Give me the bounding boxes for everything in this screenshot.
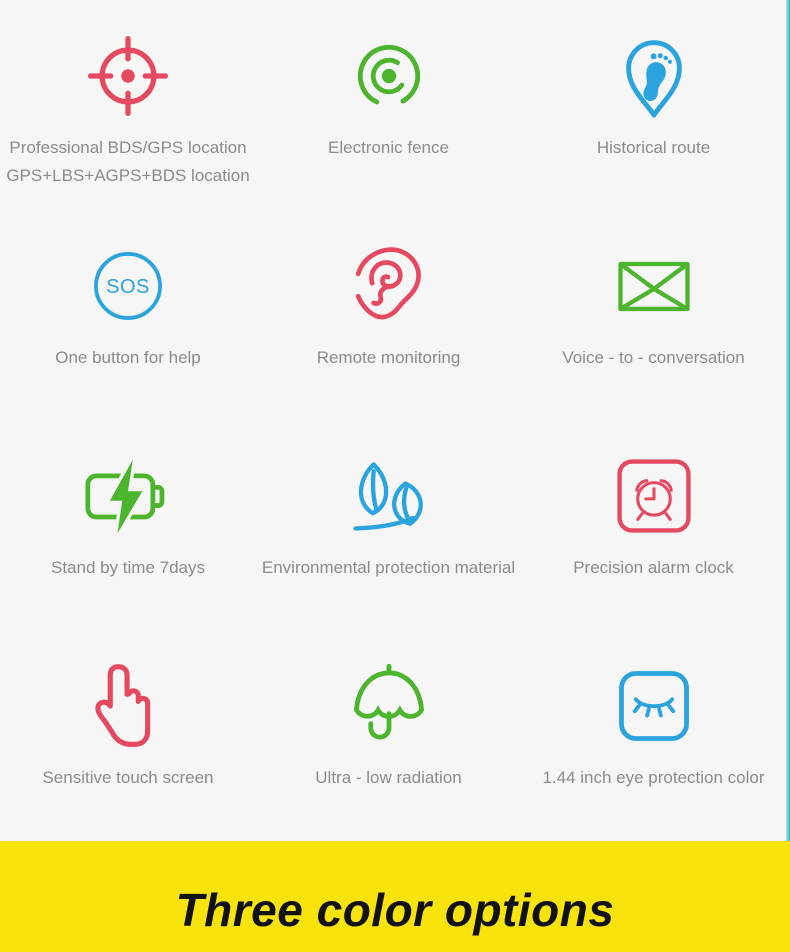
umbrella-icon	[344, 656, 434, 756]
feature-label-line2: GPS+LBS+AGPS+BDS location	[6, 166, 250, 185]
feature-eco-material	[256, 420, 521, 630]
feature-low-radiation	[256, 630, 521, 841]
ear-icon	[346, 236, 432, 336]
sos-circle-icon	[84, 236, 172, 336]
feature-label: 1.44 inch eye protection color	[542, 768, 765, 787]
envelope-icon	[606, 236, 702, 336]
feature-label: Precision alarm clock	[573, 558, 734, 577]
closed-eye-icon	[610, 656, 698, 756]
feature-historical-route	[521, 0, 786, 210]
banner-title: Three color options	[175, 883, 615, 936]
feature-label: Remote monitoring	[316, 348, 461, 367]
alarm-clock-icon	[610, 446, 698, 546]
electronic-fence-icon	[345, 26, 433, 126]
feature-label: Sensitive touch screen	[42, 768, 214, 787]
feature-alarm-clock	[521, 420, 786, 630]
feature-gps-location	[0, 0, 256, 210]
sos-text: SOS	[106, 276, 150, 299]
feature-label: One button for help	[55, 348, 201, 367]
touch-hand-icon	[85, 656, 171, 756]
leaves-icon	[343, 446, 435, 546]
battery-charging-icon	[78, 446, 178, 546]
feature-touch-screen	[0, 630, 256, 841]
feature-label: Voice - to - conversation	[562, 348, 745, 367]
crosshair-target-icon	[82, 26, 174, 126]
feature-label: Stand by time 7days	[50, 558, 206, 577]
feature-label: Professional BDS/GPS location	[9, 138, 247, 157]
feature-remote-monitoring	[256, 210, 521, 420]
color-options-banner	[0, 841, 790, 952]
feature-label: Historical route	[596, 138, 711, 157]
footprint-pin-icon	[609, 26, 699, 126]
feature-sos-help	[0, 210, 256, 420]
feature-electronic-fence	[256, 0, 521, 210]
feature-voice-conversation	[521, 210, 786, 420]
feature-eye-protection	[521, 630, 786, 841]
feature-label: Environmental protection material	[261, 558, 516, 577]
right-edge-accent-strip	[786, 0, 790, 841]
feature-label: Ultra - low radiation	[315, 768, 462, 787]
feature-standby-time	[0, 420, 256, 630]
feature-label: Electronic fence	[328, 138, 449, 157]
